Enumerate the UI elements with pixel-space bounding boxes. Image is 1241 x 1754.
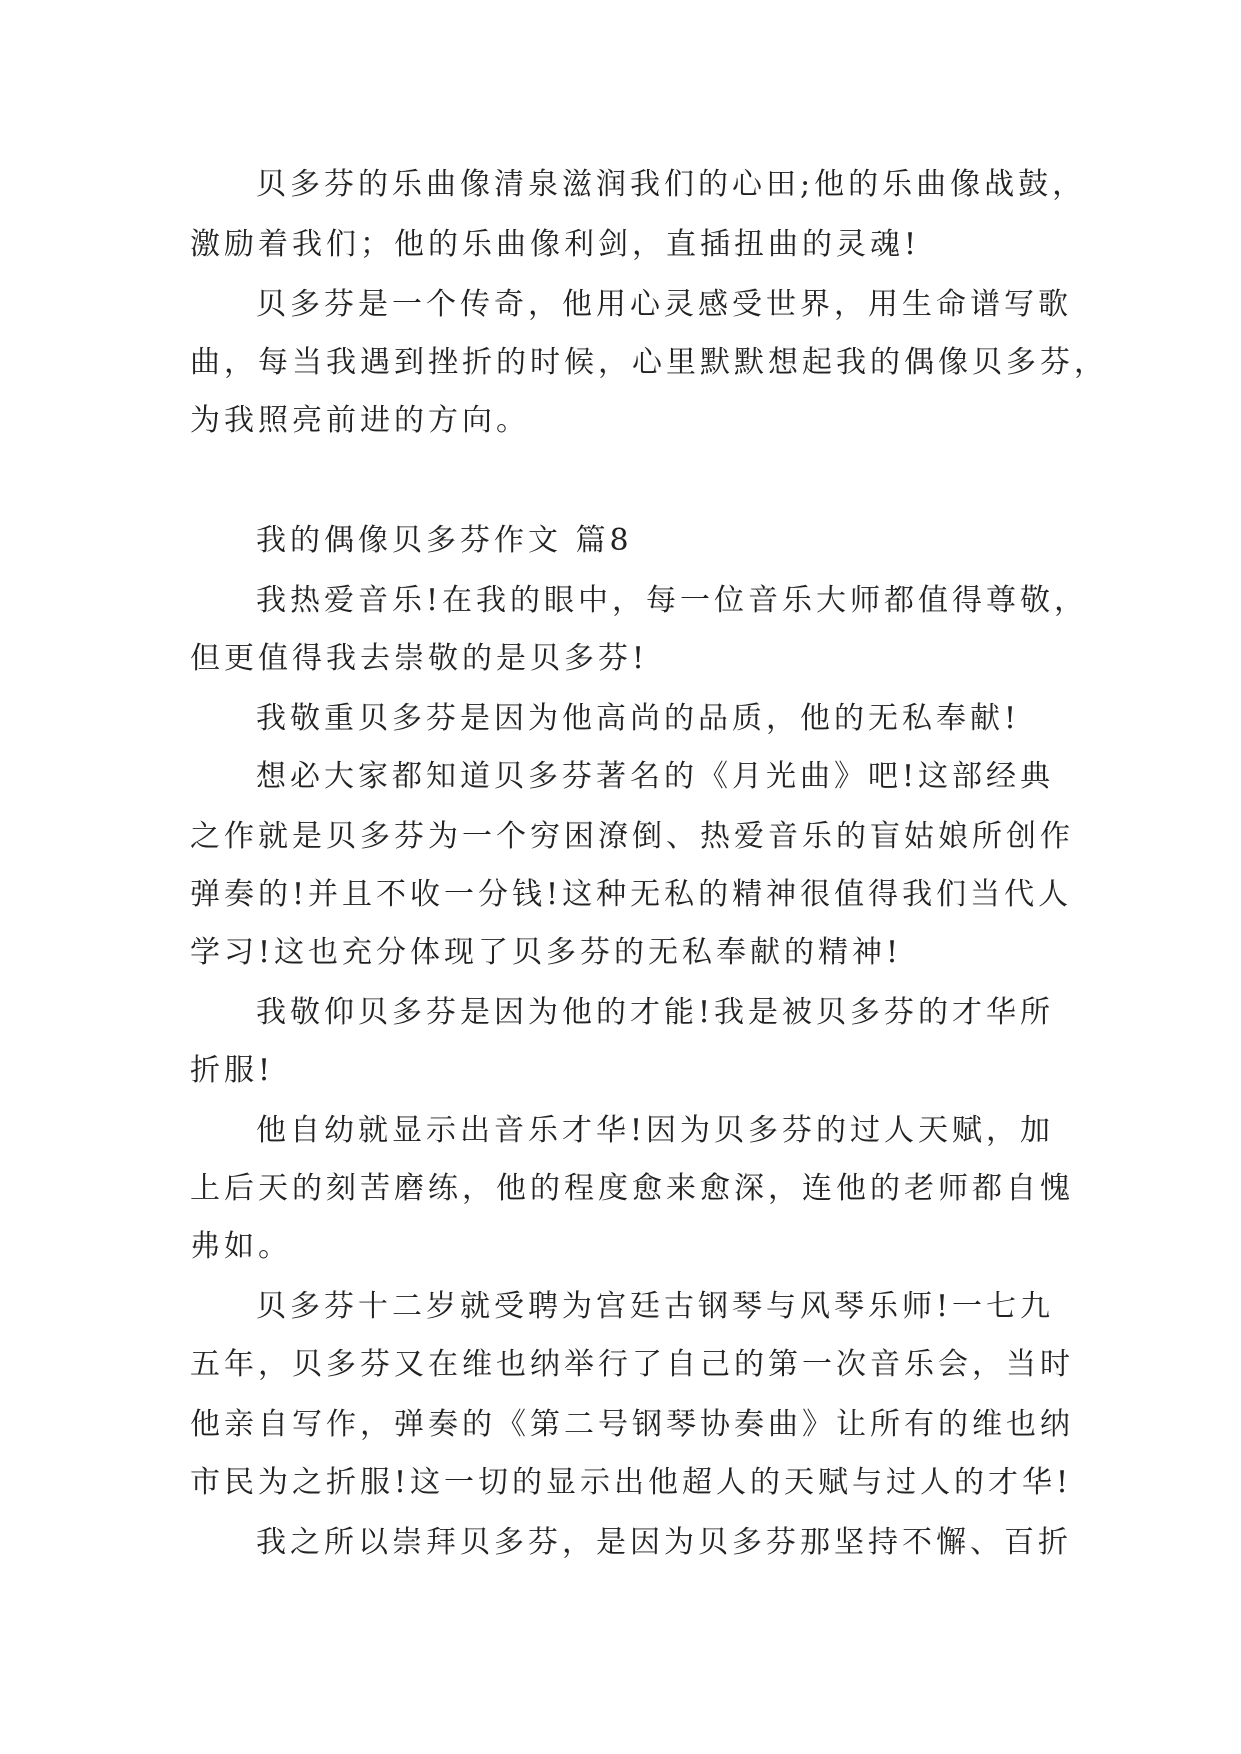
paragraph-line: 我敬重贝多芬是因为他高尚的品质，他的无私奉献!	[256, 701, 1021, 736]
paragraph-line: 曲，每当我遇到挫折的时候，心里默默想起我的偶像贝多芬，	[190, 345, 1108, 380]
section-heading: 我的偶像贝多芬作文 篇8	[256, 523, 633, 558]
paragraph-line: 学习!这也充分体现了贝多芬的无私奉献的精神!	[190, 935, 903, 970]
paragraph-line: 想必大家都知道贝多芬著名的《月光曲》吧!这部经典	[256, 759, 1055, 794]
paragraph-line: 之作就是贝多芬为一个穷困潦倒、热爱音乐的盲姑娘所创作	[190, 819, 1074, 854]
paragraph-line: 贝多芬是一个传奇，他用心灵感受世界，用生命谱写歌	[256, 287, 1072, 322]
paragraph-line: 贝多芬的乐曲像清泉滋润我们的心田;他的乐曲像战鼓，	[256, 167, 1087, 202]
paragraph-line: 上后天的刻苦磨练，他的程度愈来愈深，连他的老师都自愧	[190, 1171, 1074, 1206]
paragraph-line: 折服!	[190, 1053, 275, 1088]
paragraph-line: 为我照亮前进的方向。	[190, 403, 530, 438]
paragraph-line: 激励着我们；他的乐曲像利剑，直插扭曲的灵魂!	[190, 227, 921, 262]
paragraph-line: 弹奏的!并且不收一分钱!这种无私的精神很值得我们当代人	[190, 877, 1073, 912]
paragraph-line: 我之所以崇拜贝多芬，是因为贝多芬那坚持不懈、百折	[256, 1525, 1072, 1560]
paragraph-line: 他亲自写作，弹奏的《第二号钢琴协奏曲》让所有的维也纳	[190, 1407, 1074, 1442]
paragraph-line: 我敬仰贝多芬是因为他的才能!我是被贝多芬的才华所	[256, 995, 1055, 1030]
paragraph-line: 五年，贝多芬又在维也纳举行了自己的第一次音乐会，当时	[190, 1347, 1074, 1382]
paragraph-line: 贝多芬十二岁就受聘为宫廷古钢琴与风琴乐师!一七九	[256, 1289, 1055, 1324]
paragraph-line: 弗如。	[190, 1229, 292, 1264]
paragraph-line: 他自幼就显示出音乐才华!因为贝多芬的过人天赋，加	[256, 1113, 1055, 1148]
paragraph-line: 但更值得我去崇敬的是贝多芬!	[190, 641, 649, 676]
paragraph-line: 我热爱音乐!在我的眼中，每一位音乐大师都值得尊敬，	[256, 583, 1089, 618]
paragraph-line: 市民为之折服!这一切的显示出他超人的天赋与过人的才华!	[190, 1465, 1073, 1500]
